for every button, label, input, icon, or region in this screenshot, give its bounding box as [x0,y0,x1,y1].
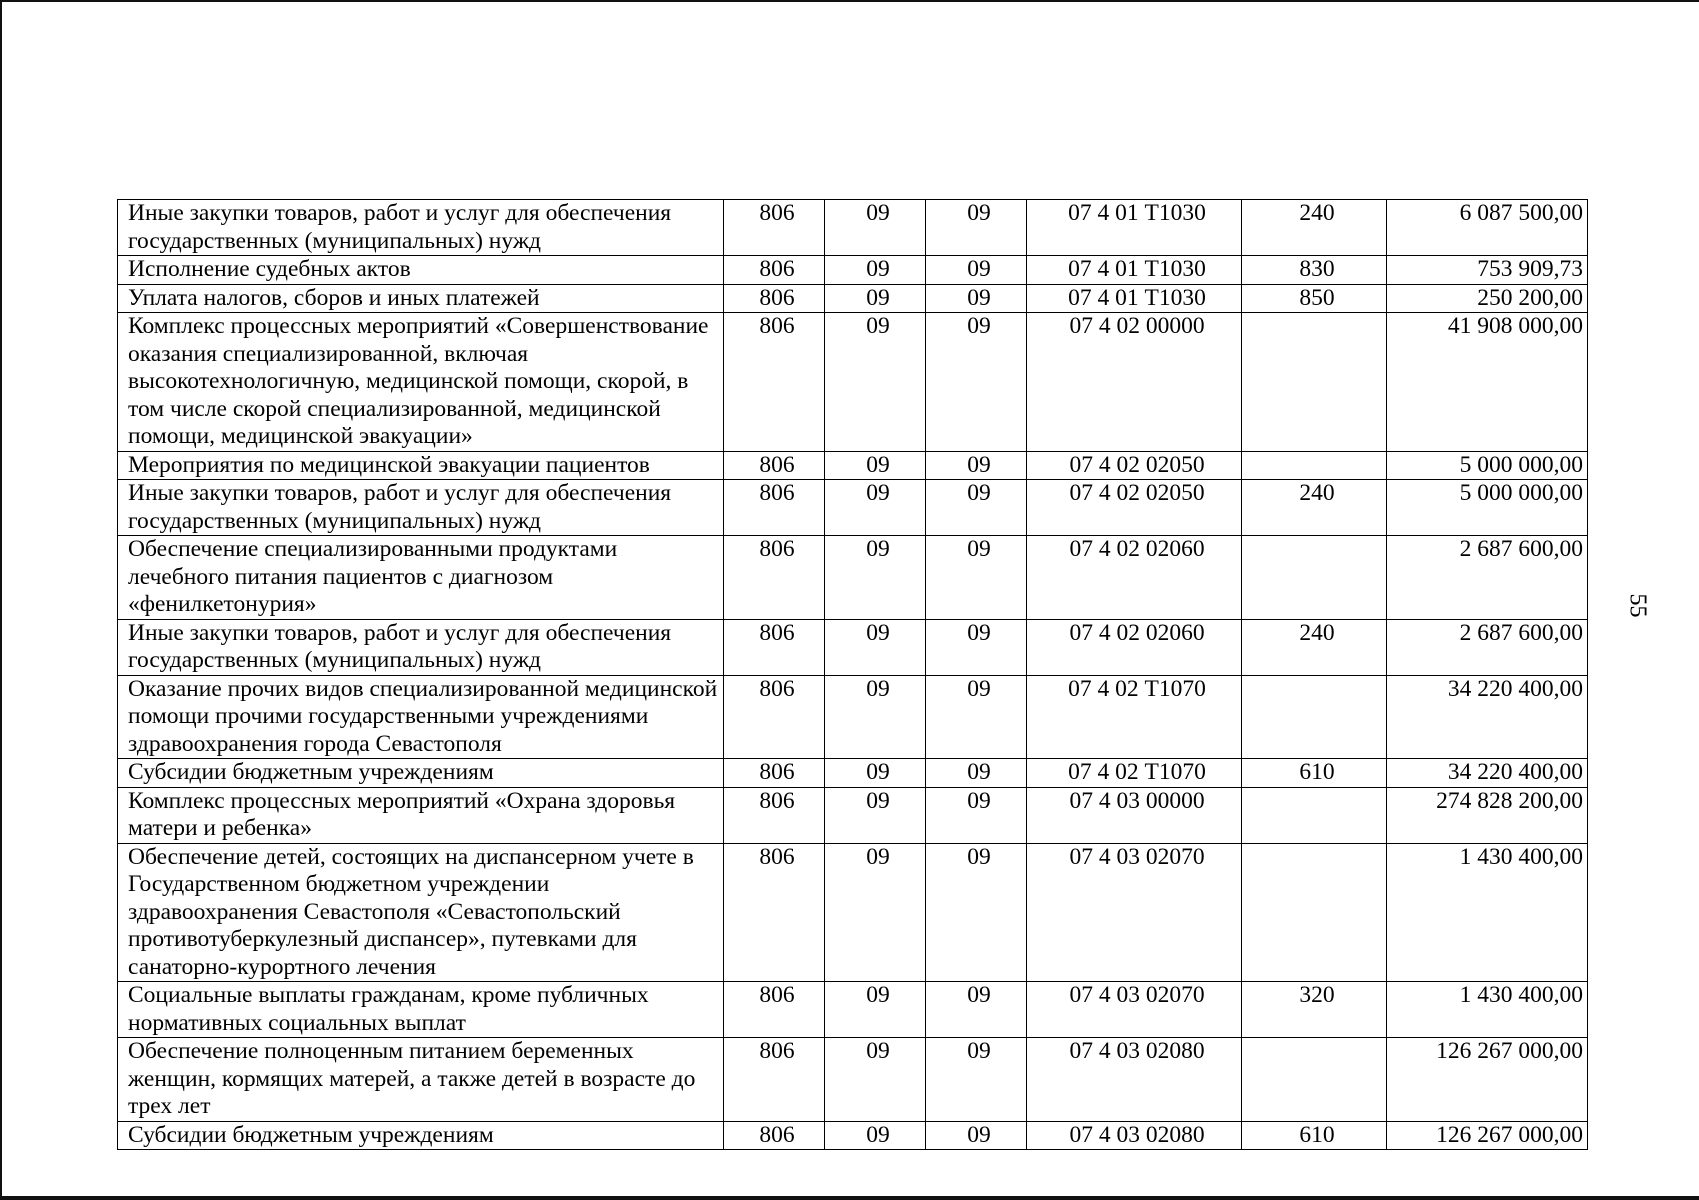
section-cell: 09 [825,675,926,759]
grbs-cell: 806 [724,480,825,536]
section-cell: 09 [825,313,926,452]
target-article-cell: 07 4 02 Т1070 [1027,759,1242,788]
amount-cell: 753 909,73 [1387,256,1588,285]
row-name-cell: Мероприятия по медицинской эвакуации пациентов [118,451,724,480]
expense-type-cell: 240 [1242,480,1387,536]
expense-type-cell [1242,787,1387,843]
table-row [118,284,1588,313]
target-article-cell: 07 4 03 02080 [1027,1121,1242,1150]
grbs-cell: 806 [724,982,825,1038]
subsection-cell: 09 [926,480,1027,536]
grbs-cell: 806 [724,200,825,256]
table-row [118,451,1588,480]
amount-cell: 41 908 000,00 [1387,313,1588,452]
section-cell: 09 [825,284,926,313]
amount-cell: 126 267 000,00 [1387,1121,1588,1150]
amount-cell: 5 000 000,00 [1387,451,1588,480]
subsection-cell: 09 [926,1121,1027,1150]
amount-cell: 1 430 400,00 [1387,843,1588,982]
grbs-cell: 806 [724,313,825,452]
section-cell: 09 [825,200,926,256]
section-cell: 09 [825,1038,926,1122]
expense-type-cell [1242,843,1387,982]
amount-cell: 126 267 000,00 [1387,1038,1588,1122]
budget-table-body [118,200,1588,1150]
target-article-cell: 07 4 02 Т1070 [1027,675,1242,759]
expense-type-cell: 610 [1242,759,1387,788]
target-article-cell: 07 4 02 02050 [1027,480,1242,536]
table-row [118,675,1588,759]
grbs-cell: 806 [724,256,825,285]
target-article-cell: 07 4 03 02070 [1027,982,1242,1038]
subsection-cell: 09 [926,200,1027,256]
subsection-cell: 09 [926,536,1027,620]
section-cell: 09 [825,982,926,1038]
amount-cell: 1 430 400,00 [1387,982,1588,1038]
row-name-cell: Комплекс процессных мероприятий «Совершенствование оказания специализированной, включая высокотехнологичную, медицинской помощи, скорой, в том числе скорой специализированной, медицинской помощи, медицинской эвакуации» [118,313,724,452]
row-name-cell: Субсидии бюджетным учреждениям [118,1121,724,1150]
expense-type-cell [1242,313,1387,452]
row-name-cell: Социальные выплаты гражданам, кроме публичных нормативных социальных выплат [118,982,724,1038]
section-cell: 09 [825,619,926,675]
target-article-cell: 07 4 03 00000 [1027,787,1242,843]
row-name-cell: Комплекс процессных мероприятий «Охрана здоровья матери и ребенка» [118,787,724,843]
grbs-cell: 806 [724,619,825,675]
amount-cell: 2 687 600,00 [1387,536,1588,620]
grbs-cell: 806 [724,1038,825,1122]
section-cell: 09 [825,843,926,982]
expense-type-cell [1242,1038,1387,1122]
expense-type-cell: 850 [1242,284,1387,313]
subsection-cell: 09 [926,982,1027,1038]
row-name-cell: Обеспечение специализированными продуктами лечебного питания пациентов с диагнозом «фенилкетонурия» [118,536,724,620]
row-name-cell: Обеспечение полноценным питанием беременных женщин, кормящих матерей, а также детей в возрасте до трех лет [118,1038,724,1122]
grbs-cell: 806 [724,843,825,982]
subsection-cell: 09 [926,313,1027,452]
table-row [118,536,1588,620]
grbs-cell: 806 [724,451,825,480]
expense-type-cell [1242,536,1387,620]
subsection-cell: 09 [926,256,1027,285]
row-name-cell: Иные закупки товаров, работ и услуг для обеспечения государственных (муниципальных) нужд [118,619,724,675]
table-row [118,256,1588,285]
target-article-cell: 07 4 02 02060 [1027,536,1242,620]
target-article-cell: 07 4 01 Т1030 [1027,200,1242,256]
table-row [118,787,1588,843]
expense-type-cell [1242,675,1387,759]
table-row [118,619,1588,675]
amount-cell: 2 687 600,00 [1387,619,1588,675]
scan-border-top [0,0,1699,2]
row-name-cell: Субсидии бюджетным учреждениям [118,759,724,788]
section-cell: 09 [825,1121,926,1150]
table-row [118,1038,1588,1122]
grbs-cell: 806 [724,1121,825,1150]
amount-cell: 5 000 000,00 [1387,480,1588,536]
scan-border-bottom [0,1196,1699,1200]
section-cell: 09 [825,480,926,536]
target-article-cell: 07 4 03 02080 [1027,1038,1242,1122]
table-row [118,843,1588,982]
budget-table [117,199,1588,1150]
grbs-cell: 806 [724,675,825,759]
row-name-cell: Обеспечение детей, состоящих на диспансерном учете в Государственном бюджетном учреждении здравоохранения Севастополя «Севастопольский противотуберкулезный диспансер», путевками для санаторно-курортного лечения [118,843,724,982]
target-article-cell: 07 4 02 00000 [1027,313,1242,452]
amount-cell: 250 200,00 [1387,284,1588,313]
table-row [118,759,1588,788]
row-name-cell: Оказание прочих видов специализированной медицинской помощи прочими государственными учреждениями здравоохранения города Севастополя [118,675,724,759]
row-name-cell: Иные закупки товаров, работ и услуг для обеспечения государственных (муниципальных) нужд [118,480,724,536]
target-article-cell: 07 4 02 02060 [1027,619,1242,675]
target-article-cell: 07 4 01 Т1030 [1027,256,1242,285]
scan-border-left [0,0,2,1200]
section-cell: 09 [825,536,926,620]
amount-cell: 34 220 400,00 [1387,675,1588,759]
row-name-cell: Иные закупки товаров, работ и услуг для обеспечения государственных (муниципальных) нужд [118,200,724,256]
amount-cell: 274 828 200,00 [1387,787,1588,843]
subsection-cell: 09 [926,1038,1027,1122]
table-row [118,480,1588,536]
subsection-cell: 09 [926,284,1027,313]
target-article-cell: 07 4 01 Т1030 [1027,284,1242,313]
expense-type-cell: 830 [1242,256,1387,285]
target-article-cell: 07 4 02 02050 [1027,451,1242,480]
page-number: 55 [1624,593,1651,618]
subsection-cell: 09 [926,787,1027,843]
row-name-cell: Исполнение судебных актов [118,256,724,285]
grbs-cell: 806 [724,536,825,620]
target-article-cell: 07 4 03 02070 [1027,843,1242,982]
section-cell: 09 [825,759,926,788]
subsection-cell: 09 [926,451,1027,480]
expense-type-cell: 610 [1242,1121,1387,1150]
amount-cell: 6 087 500,00 [1387,200,1588,256]
grbs-cell: 806 [724,284,825,313]
expense-type-cell: 240 [1242,200,1387,256]
section-cell: 09 [825,787,926,843]
expense-type-cell [1242,451,1387,480]
subsection-cell: 09 [926,759,1027,788]
expense-type-cell: 320 [1242,982,1387,1038]
table-row [118,1121,1588,1150]
row-name-cell: Уплата налогов, сборов и иных платежей [118,284,724,313]
grbs-cell: 806 [724,787,825,843]
table-row [118,313,1588,452]
amount-cell: 34 220 400,00 [1387,759,1588,788]
grbs-cell: 806 [724,759,825,788]
expense-type-cell: 240 [1242,619,1387,675]
section-cell: 09 [825,256,926,285]
subsection-cell: 09 [926,619,1027,675]
table-row [118,200,1588,256]
subsection-cell: 09 [926,675,1027,759]
subsection-cell: 09 [926,843,1027,982]
section-cell: 09 [825,451,926,480]
table-row [118,982,1588,1038]
